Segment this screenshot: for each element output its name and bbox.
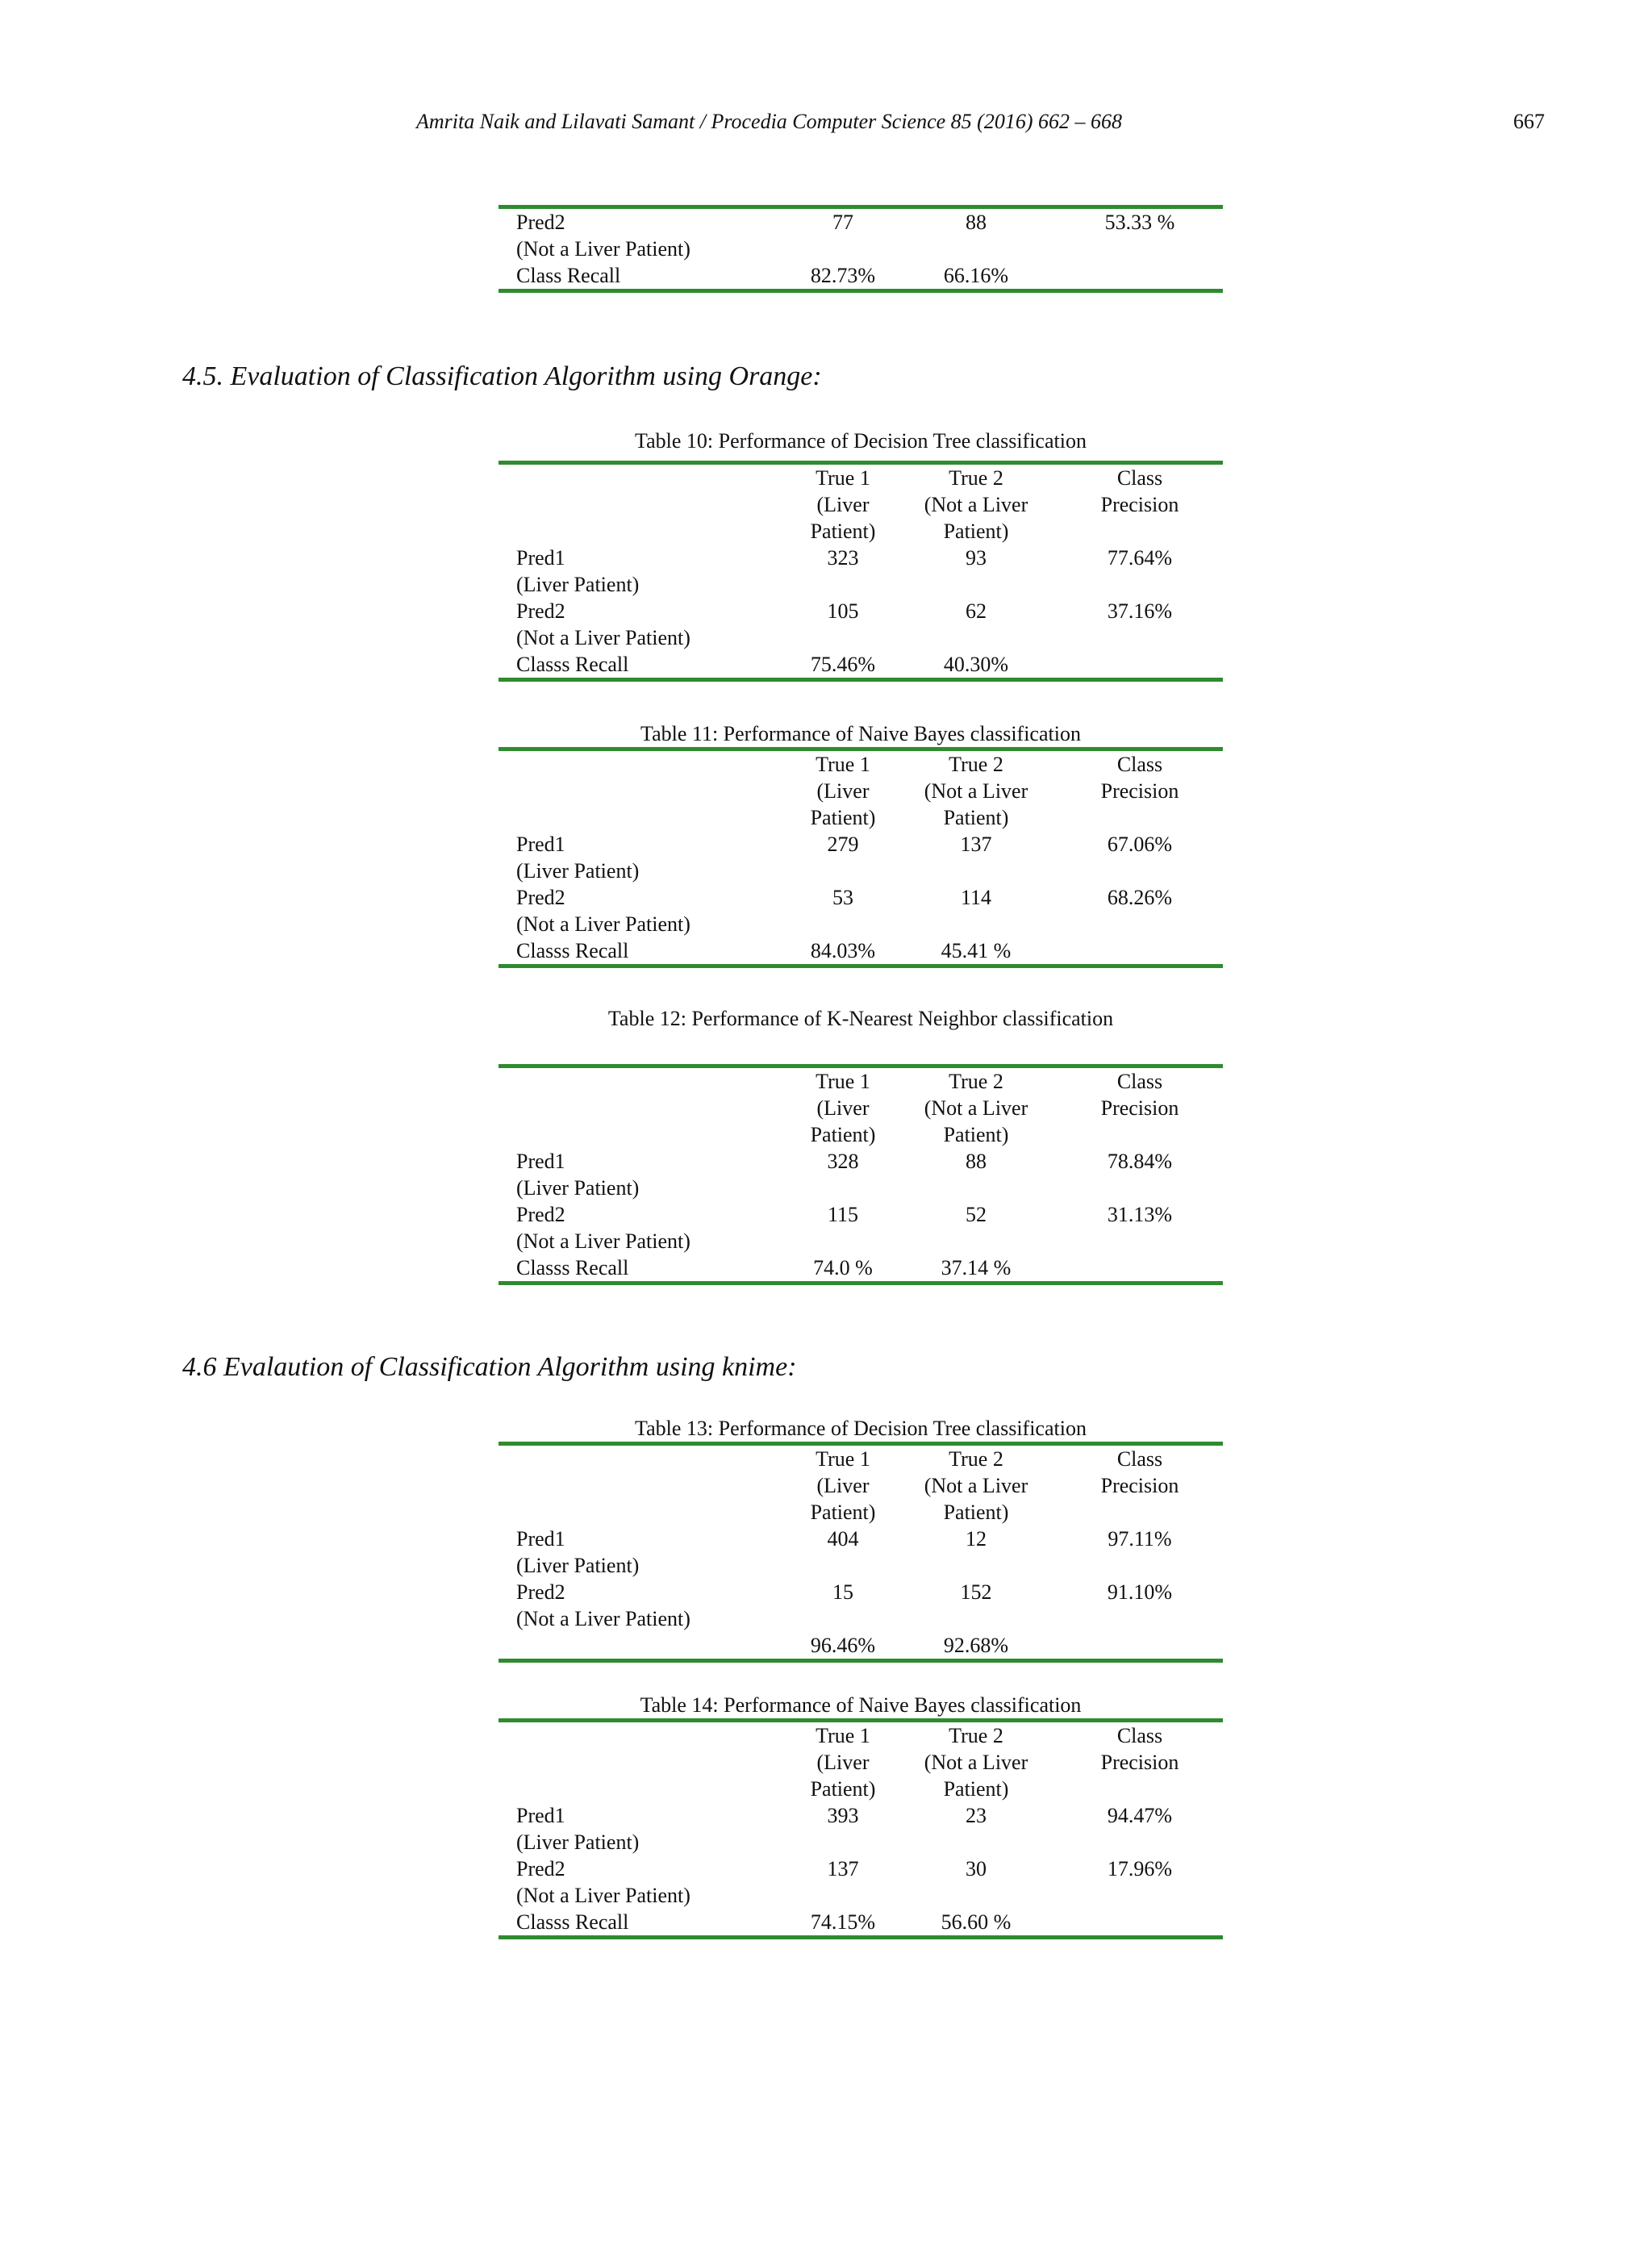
table-row — [499, 1855, 1223, 1882]
table-cell: 404 — [827, 1527, 859, 1551]
column-header — [1057, 1776, 1223, 1802]
column-header: (Liver — [816, 1474, 870, 1497]
header-row — [499, 518, 1223, 545]
column-header: Patient) — [943, 806, 1009, 829]
table-cell — [895, 858, 1057, 884]
row-label: Pred2 — [516, 1580, 565, 1604]
column-header: True 2 — [949, 466, 1003, 490]
table-row — [499, 1579, 1223, 1605]
table-caption: Table 11: Performance of Naive Bayes classification — [640, 722, 1081, 745]
table-cell: 67.06% — [1107, 833, 1173, 856]
table-row — [499, 236, 1223, 262]
table-row — [499, 624, 1223, 651]
table-cell — [791, 911, 895, 937]
column-header: (Liver — [816, 493, 870, 516]
column-header — [499, 1121, 791, 1148]
table-row — [499, 571, 1223, 598]
table-cell: 40.30% — [943, 653, 1009, 676]
header-row — [499, 1749, 1223, 1776]
header-row — [499, 463, 1223, 492]
column-header: True 2 — [949, 1447, 1003, 1471]
table-row — [499, 1802, 1223, 1829]
row-label: (Liver Patient) — [516, 1830, 640, 1854]
table-cell — [1057, 1632, 1223, 1661]
row-label: Classs Recall — [516, 653, 629, 676]
header-row — [499, 804, 1223, 831]
table-cell — [791, 236, 895, 262]
column-header: (Not a Liver — [924, 1751, 1028, 1774]
table-cell: 92.68% — [943, 1634, 1009, 1657]
column-header: (Not a Liver — [924, 1096, 1028, 1120]
table-cell: 77.64% — [1107, 546, 1173, 570]
column-header — [499, 1472, 791, 1499]
table-caption: Table 12: Performance of K-Nearest Neighbor classification — [607, 1007, 1114, 1030]
column-header: Patient) — [943, 520, 1009, 543]
table-9-continued — [499, 205, 1223, 293]
table-cell: 137 — [960, 833, 992, 856]
table-row — [499, 1605, 1223, 1632]
table-cell: 31.13% — [1107, 1203, 1173, 1226]
table-cell — [791, 1228, 895, 1254]
row-label: Pred2 — [516, 886, 565, 909]
table-cell — [1057, 651, 1223, 680]
table-cell: 75.46% — [810, 653, 876, 676]
table-cell — [791, 858, 895, 884]
column-header — [499, 1776, 791, 1802]
table-cell — [1057, 858, 1223, 884]
header-row — [499, 1472, 1223, 1499]
table-cell — [1057, 1175, 1223, 1201]
table-row — [499, 1175, 1223, 1201]
table-cell — [895, 1605, 1057, 1632]
column-header: (Liver — [816, 1751, 870, 1774]
row-label: (Not a Liver Patient) — [516, 1607, 690, 1630]
table-cell: 84.03% — [810, 939, 876, 962]
header-row — [499, 1776, 1223, 1802]
section-heading-4-6: 4.6 Evalaution of Classification Algorithm using knime: — [182, 1352, 797, 1382]
column-header: Class — [1116, 1724, 1163, 1747]
table-row — [499, 1526, 1223, 1552]
table-cell — [1057, 1552, 1223, 1579]
column-header: Patient) — [810, 1501, 876, 1524]
column-header — [499, 749, 791, 778]
row-label: Pred2 — [516, 1857, 565, 1880]
row-label: (Not a Liver Patient) — [516, 1229, 690, 1253]
confusion-matrix-table — [499, 461, 1223, 682]
header-row — [499, 1066, 1223, 1096]
table-row — [499, 1909, 1223, 1938]
column-header: Class — [1116, 466, 1163, 490]
column-header: True 1 — [816, 1070, 870, 1093]
table-cell: 23 — [966, 1804, 987, 1827]
row-label: Pred2 — [516, 599, 565, 623]
confusion-matrix-table — [499, 1064, 1223, 1285]
column-header: (Liver — [816, 1096, 870, 1120]
column-header — [499, 518, 791, 545]
table-cell — [895, 1829, 1057, 1855]
table-cell — [1057, 1909, 1223, 1938]
table-row — [499, 937, 1223, 966]
header-row — [499, 1499, 1223, 1526]
column-header: Patient) — [810, 806, 876, 829]
table-row — [499, 831, 1223, 858]
table-cell: 53 — [832, 886, 853, 909]
table-cell — [791, 1605, 895, 1632]
table-cell — [791, 571, 895, 598]
header-row — [499, 1444, 1223, 1473]
row-label: Pred1 — [516, 1527, 565, 1551]
table-cell: 115 — [827, 1203, 859, 1226]
table-row — [499, 884, 1223, 911]
column-header — [499, 1749, 791, 1776]
table-cell: 114 — [960, 886, 992, 909]
column-header — [499, 1095, 791, 1121]
column-header: (Not a Liver — [924, 493, 1028, 516]
table-row — [499, 1882, 1223, 1909]
table-cell: 78.84% — [1107, 1150, 1173, 1173]
column-header: Class — [1116, 1447, 1163, 1471]
running-header-citation: Amrita Naik and Lilavati Samant / Procedia Computer Science 85 (2016) 662 – 668 — [416, 110, 1122, 133]
header-row — [499, 778, 1223, 804]
table-cell — [1057, 1882, 1223, 1909]
table-cell: 56.60 % — [941, 1910, 1012, 1934]
table-cell — [895, 1175, 1057, 1201]
table-cell — [1057, 1254, 1223, 1284]
header-row — [499, 491, 1223, 518]
column-header: Patient) — [943, 1123, 1009, 1146]
table-cell: 52 — [966, 1203, 987, 1226]
row-label: (Not a Liver Patient) — [516, 912, 690, 936]
table-cell: 45.41 % — [941, 939, 1012, 962]
column-header: (Liver — [816, 779, 870, 803]
table-cell — [895, 236, 1057, 262]
column-header — [1057, 518, 1223, 545]
table-row — [499, 207, 1223, 236]
row-label: Class Recall — [516, 264, 621, 287]
table-11 — [499, 720, 1223, 968]
confusion-matrix-table — [499, 205, 1223, 293]
column-header: Patient) — [943, 1777, 1009, 1801]
table-cell — [1057, 624, 1223, 651]
column-header — [499, 1721, 791, 1750]
table-cell: 94.47% — [1107, 1804, 1173, 1827]
table-cell: 74.0 % — [813, 1256, 873, 1279]
column-header — [1057, 1499, 1223, 1526]
column-header: Class — [1116, 753, 1163, 776]
table-row — [499, 1829, 1223, 1855]
table-cell: 12 — [966, 1527, 987, 1551]
table-cell: 323 — [827, 546, 859, 570]
row-label: (Not a Liver Patient) — [516, 1884, 690, 1907]
row-label: Classs Recall — [516, 939, 629, 962]
column-header: Precision — [1100, 1096, 1179, 1120]
column-header: Patient) — [810, 1123, 876, 1146]
table-row — [499, 1148, 1223, 1175]
confusion-matrix-table — [499, 747, 1223, 968]
column-header: Patient) — [943, 1501, 1009, 1524]
table-cell: 62 — [966, 599, 987, 623]
table-cell: 68.26% — [1107, 886, 1173, 909]
column-header: True 1 — [816, 753, 870, 776]
row-label: (Not a Liver Patient) — [516, 626, 690, 649]
table-cell — [895, 624, 1057, 651]
column-header: True 1 — [816, 466, 870, 490]
table-row — [499, 911, 1223, 937]
table-cell — [895, 911, 1057, 937]
confusion-matrix-table — [499, 1718, 1223, 1939]
row-label: Pred1 — [516, 1804, 565, 1827]
column-header — [499, 1066, 791, 1096]
table-row — [499, 1254, 1223, 1284]
column-header: True 2 — [949, 753, 1003, 776]
column-header: Precision — [1100, 493, 1179, 516]
table-12 — [499, 1005, 1223, 1285]
table-cell — [1057, 1829, 1223, 1855]
header-row — [499, 1095, 1223, 1121]
table-cell — [895, 571, 1057, 598]
table-cell: 91.10% — [1107, 1580, 1173, 1604]
table-cell: 97.11% — [1108, 1527, 1172, 1551]
table-cell: 279 — [827, 833, 859, 856]
table-row — [499, 1632, 1223, 1661]
column-header — [499, 1499, 791, 1526]
table-cell — [791, 1882, 895, 1909]
table-cell: 66.16% — [943, 264, 1009, 287]
column-header — [1057, 804, 1223, 831]
table-row — [499, 858, 1223, 884]
table-cell: 37.16% — [1107, 599, 1173, 623]
page-number: 667 — [1513, 110, 1545, 133]
table-row — [499, 1552, 1223, 1579]
confusion-matrix-table — [499, 1442, 1223, 1663]
table-cell: 74.15% — [810, 1910, 876, 1934]
row-label: Pred2 — [516, 1203, 565, 1226]
row-label: Pred1 — [516, 1150, 565, 1173]
column-header: True 1 — [816, 1447, 870, 1471]
table-cell: 15 — [832, 1580, 853, 1604]
table-cell — [791, 1175, 895, 1201]
table-row — [499, 545, 1223, 571]
table-cell — [1057, 262, 1223, 291]
column-header — [499, 778, 791, 804]
table-cell: 393 — [827, 1804, 859, 1827]
column-header: True 2 — [949, 1070, 1003, 1093]
table-cell — [791, 1829, 895, 1855]
table-row — [499, 598, 1223, 624]
row-label: (Liver Patient) — [516, 859, 640, 883]
row-label: (Liver Patient) — [516, 573, 640, 596]
table-cell: 77 — [832, 211, 853, 234]
row-label: (Liver Patient) — [516, 1176, 640, 1200]
header-row — [499, 1721, 1223, 1750]
column-header — [499, 1444, 791, 1473]
table-caption: Table 13: Performance of Decision Tree classification — [635, 1417, 1087, 1440]
running-header — [0, 110, 1652, 142]
table-cell: 137 — [827, 1857, 859, 1880]
row-label: Classs Recall — [516, 1256, 629, 1279]
row-label: Pred1 — [516, 546, 565, 570]
column-header: Class — [1116, 1070, 1163, 1093]
table-cell — [1057, 571, 1223, 598]
row-label — [499, 1632, 791, 1661]
column-header — [1057, 1121, 1223, 1148]
row-label: Classs Recall — [516, 1910, 629, 1934]
column-header — [499, 491, 791, 518]
column-header: (Not a Liver — [924, 779, 1028, 803]
table-cell: 88 — [966, 211, 987, 234]
table-cell — [895, 1552, 1057, 1579]
table-cell: 53.33 % — [1104, 211, 1175, 234]
table-cell: 37.14 % — [941, 1256, 1012, 1279]
table-10 — [499, 428, 1223, 682]
table-caption: Table 14: Performance of Naive Bayes classification — [640, 1693, 1082, 1717]
row-label: Pred1 — [516, 833, 565, 856]
column-header: Precision — [1100, 1751, 1179, 1774]
row-label: (Not a Liver Patient) — [516, 237, 690, 261]
row-label: Pred2 — [516, 211, 565, 234]
table-cell: 328 — [827, 1150, 859, 1173]
table-cell — [791, 1552, 895, 1579]
column-header: (Not a Liver — [924, 1474, 1028, 1497]
table-row — [499, 651, 1223, 680]
column-header — [499, 804, 791, 831]
table-cell: 105 — [827, 599, 859, 623]
column-header: Precision — [1100, 779, 1179, 803]
table-cell — [791, 624, 895, 651]
table-cell — [1057, 236, 1223, 262]
table-row — [499, 1228, 1223, 1254]
table-cell: 30 — [966, 1857, 987, 1880]
table-row — [499, 1201, 1223, 1228]
header-row — [499, 749, 1223, 778]
table-cell — [895, 1228, 1057, 1254]
column-header: True 2 — [949, 1724, 1003, 1747]
table-cell — [1057, 911, 1223, 937]
column-header — [499, 463, 791, 492]
table-cell — [1057, 1605, 1223, 1632]
table-cell: 152 — [960, 1580, 992, 1604]
row-label: (Liver Patient) — [516, 1554, 640, 1577]
table-13 — [499, 1415, 1223, 1663]
column-header: True 1 — [816, 1724, 870, 1747]
table-cell: 96.46% — [810, 1634, 876, 1657]
table-cell — [1057, 937, 1223, 966]
table-cell: 88 — [966, 1150, 987, 1173]
column-header: Patient) — [810, 1777, 876, 1801]
table-cell: 93 — [966, 546, 987, 570]
section-heading-4-5: 4.5. Evaluation of Classification Algorithm using Orange: — [182, 361, 822, 391]
table-caption: Table 10: Performance of Decision Tree classification — [635, 429, 1087, 453]
table-cell — [895, 1882, 1057, 1909]
table-cell: 82.73% — [810, 264, 876, 287]
table-cell: 17.96% — [1107, 1857, 1173, 1880]
column-header: Patient) — [810, 520, 876, 543]
table-14 — [499, 1692, 1223, 1939]
column-header: Precision — [1100, 1474, 1179, 1497]
header-row — [499, 1121, 1223, 1148]
table-cell — [1057, 1228, 1223, 1254]
table-row — [499, 262, 1223, 291]
